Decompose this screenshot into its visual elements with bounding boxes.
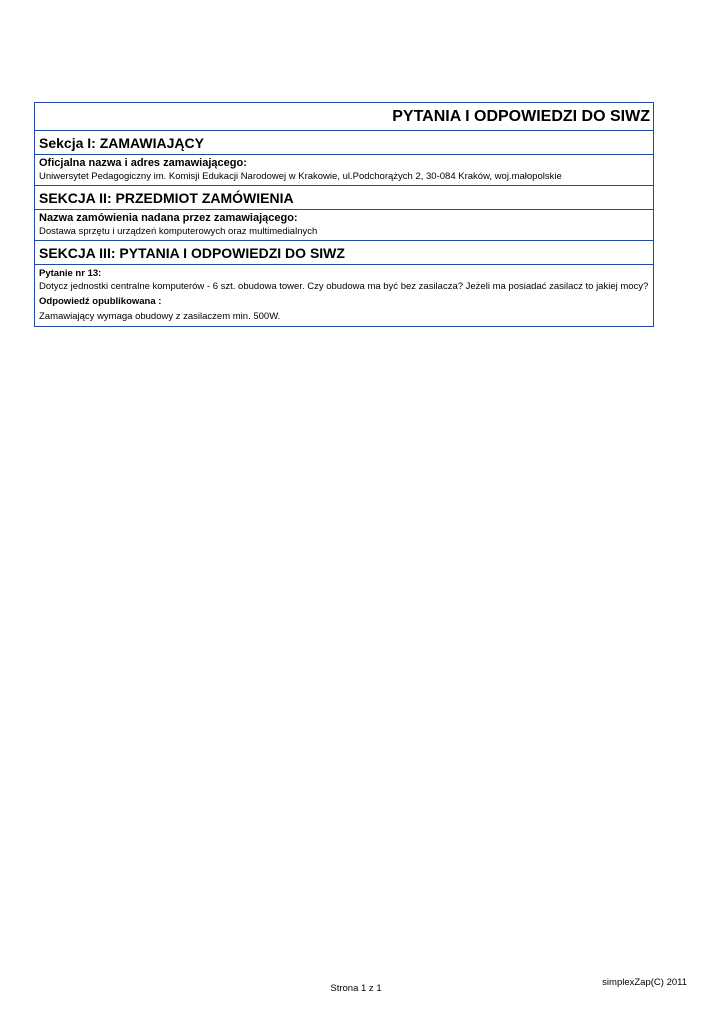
section-3-body [35, 265, 653, 326]
section-3-heading: SEKCJA III: PYTANIA I ODPOWIEDZI DO SIWZ [35, 241, 653, 265]
section-2-body [35, 210, 653, 241]
question-text: Dotycz jednostki centralne komputerów - 6 szt. obudowa tower. Czy obudowa ma być bez zasilacza? Jeżeli ma posiadać zasilacz to jakiej mocy? [39, 281, 649, 292]
order-name-label: Nazwa zamówienia nadana przez zamawiającego: [39, 212, 298, 224]
contracting-authority-value: Uniwersytet Pedagogiczny im. Komisji Edukacji Narodowej w Krakowie, ul.Podchorążych 2, 30-084 Kraków, woj.małopolskie [39, 171, 562, 182]
section-1-body [35, 155, 653, 186]
section-2-heading: SEKCJA II: PRZEDMIOT ZAMÓWIENIA [35, 186, 653, 210]
answer-label: Odpowiedź opublikowana : [39, 296, 162, 307]
answer-text: Zamawiający wymaga obudowy z zasilaczem min. 500W. [39, 311, 281, 322]
section-1-heading: Sekcja I: ZAMAWIAJĄCY [35, 131, 653, 155]
document-title: PYTANIA I ODPOWIEDZI DO SIWZ [35, 103, 653, 131]
question-label: Pytanie nr 13: [39, 268, 102, 279]
footer-brand: simplexZap(C) 2011 [602, 977, 687, 988]
order-name-value: Dostawa sprzętu i urządzeń komputerowych oraz multimedialnych [39, 226, 318, 237]
contracting-authority-label: Oficjalna nazwa i adres zamawiającego: [39, 157, 247, 169]
page-number: Strona 1 z 1 [330, 983, 382, 994]
document-frame [34, 102, 654, 327]
